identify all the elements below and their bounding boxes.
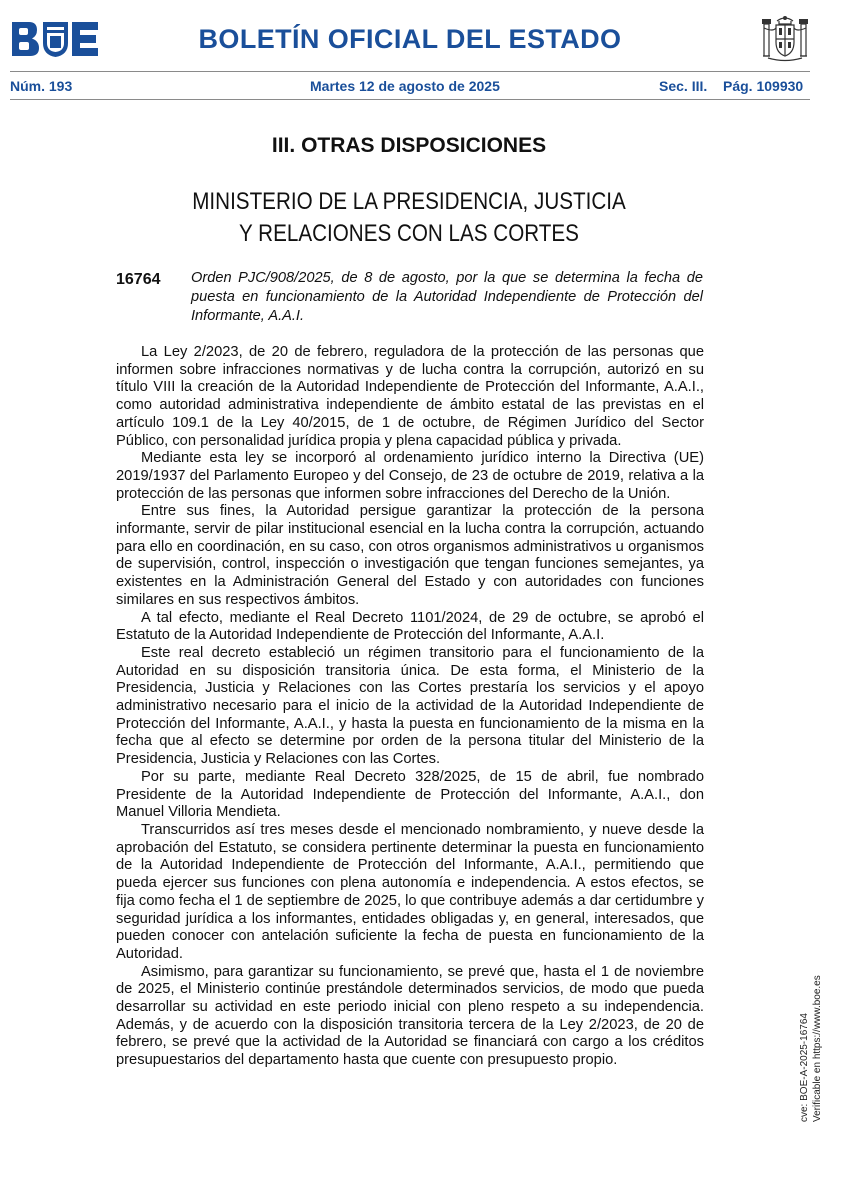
gazette-title: BOLETÍN OFICIAL DEL ESTADO bbox=[198, 24, 622, 54]
paragraph: Transcurridos así tres meses desde el mencionado nombramiento, y nueve desde la aprobación del Estatuto, se considera pertinente determinar la puesta en funcionamiento de la Autoridad Independiente de Protección del Informante, A.A.I., permitiendo que pueda ejercer sus funciones con plena autonomía e independencia. A estos efectos, se fija como fecha el 1 de septiembre de 2025, lo que contribuye además a dar certidumbre y seguridad jurídica a los informantes, entidades obligadas y, en general, interesados, que pueden conocer con antelación suficiente la fecha de puesta en funcionamiento de la Autoridad. bbox=[116, 821, 704, 962]
header-divider bbox=[10, 71, 810, 72]
verification-link[interactable]: Verificable en https://www.boe.es bbox=[812, 975, 823, 1122]
meta-divider bbox=[10, 99, 810, 100]
issue-date: Martes 12 de agosto de 2025 bbox=[310, 78, 500, 94]
verification-note bbox=[798, 975, 824, 1122]
cve-code: cve: BOE-A-2025-16764 bbox=[799, 1013, 810, 1122]
order-number: 16764 bbox=[116, 271, 161, 288]
ministry-heading bbox=[57, 186, 760, 250]
boe-logo bbox=[10, 20, 100, 58]
paragraph: Entre sus fines, la Autoridad persigue garantizar la protección de la persona informante, servir de pilar institucional esencial en la lucha contra la corrupción, actuando para ello en coordinación, en su caso, con otros organismos administrativos u organismos de supervisión, control, inspección o investigación que tengan funciones semejantes, ya existentes en la Administración General del Estado y con autoridades con funciones similares en sus respectivos ámbitos. bbox=[116, 503, 704, 608]
section-label: Sec. III. bbox=[659, 78, 708, 94]
spanish-coat-of-arms-icon bbox=[760, 12, 810, 64]
issue-number: Núm. 193 bbox=[10, 78, 73, 94]
paragraph: La Ley 2/2023, de 20 de febrero, reguladora de la protección de las personas que informen sobre infracciones normativas y de lucha contra la corrupción, autorizó en su título VIII la creación de la Autoridad Independiente de Protección del Informante, A.A.I., como autoridad administrativa independiente de ámbito estatal de las previstas en el artículo 109.1 de la Ley 40/2015, de 1 de octubre, de Régimen Jurídico del Sector Público, con personalidad jurídica propia y plena capacidad pública y privada. bbox=[116, 344, 704, 449]
paragraph: Por su parte, mediante Real Decreto 328/2025, de 15 de abril, fue nombrado Presidente de la Autoridad Independiente de Protección del Informante, A.A.I., don Manuel Villoria Mendieta. bbox=[116, 768, 704, 821]
paragraph: Asimismo, para garantizar su funcionamiento, se prevé que, hasta el 1 de noviembre de 2025, el Ministerio continúe prestándole determinados servicios, de modo que pueda desarrollar su actividad en este periodo inicial con pleno respeto a su independencia. Además, y de acuerdo con la disposición transitoria tercera de la Ley 2/2023, de 20 de febrero, se prevé que la actividad de la Autoridad se financiará con cargo a los créditos presupuestarios del departamento hasta que cuente con presupuesto propio. bbox=[116, 963, 704, 1069]
paragraph: Mediante esta ley se incorporó al ordenamiento jurídico interno la Directiva (UE) 2019/1937 del Parlamento Europeo y del Consejo, de 23 de octubre de 2019, relativa a la protección de las personas que informen sobre infracciones del Derecho de la Unión. bbox=[116, 450, 704, 502]
paragraph: Este real decreto estableció un régimen transitorio para el funcionamiento de la Autoridad en su disposición transitoria única. De esta forma, el Ministerio de la Presidencia, Justicia y Relaciones con las Cortes prestaría los servicios y el apoyo administrativo necesario para el inicio de la actividad de la Autoridad Independiente de Protección del Informante, A.A.I., y hasta la puesta en funcionamiento de la misma en la fecha que al efecto se determine por orden de la persona titular del Ministerio de la Presidencia, Justicia y Relaciones con las Cortes. bbox=[116, 644, 704, 768]
paragraph: A tal efecto, mediante el Real Decreto 1101/2024, de 29 de octubre, se aprobó el Estatuto de la Autoridad Independiente de Protección del Informante, A.A.I. bbox=[116, 609, 704, 644]
order-body bbox=[116, 344, 704, 1070]
order-title: Orden PJC/908/2025, de 8 de agosto, por la que se determina la fecha de puesta en funcionamiento de la Autoridad Independiente de Protección del Informante, A.A.I. bbox=[191, 270, 703, 324]
ministry-line-1: MINISTERIO DE LA PRESIDENCIA, JUSTICIA bbox=[192, 188, 626, 215]
section-heading: III. OTRAS DISPOSICIONES bbox=[271, 134, 547, 157]
page-number: Pág. 109930 bbox=[723, 78, 804, 94]
ministry-line-2: Y RELACIONES CON LAS CORTES bbox=[239, 220, 579, 247]
